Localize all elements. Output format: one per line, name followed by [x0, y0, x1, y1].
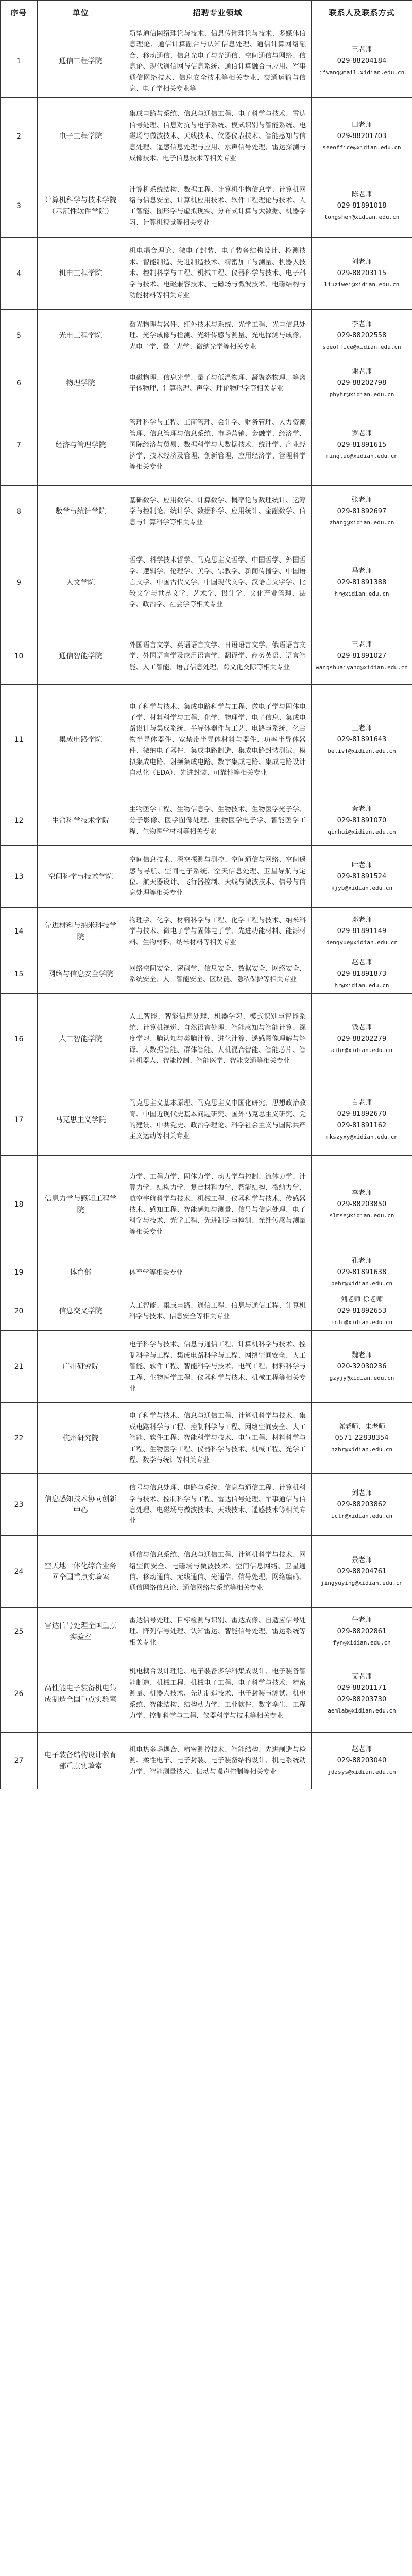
- contact-phone: 029-88202279: [337, 1035, 387, 1043]
- contact-info: [312, 1156, 412, 1253]
- contact-person: 王老师: [351, 640, 372, 649]
- unit-name: 电子工程学院: [38, 98, 124, 175]
- recruitment-field: 机电耦合理论、微电子封装、电子装备结构设计、检测技术、智能制造、先进制造技术、精密加工与测量、机器人技术、控制科学与工程、机械工程、仪器科学与技术、电子科学与技术、电磁兼容技术、电磁场与微波技术、电磁结构与功能材料等相关专业: [124, 238, 312, 310]
- contact-person: 陈老师: [351, 191, 372, 199]
- contact-person: 陈老师、朱老师: [338, 1422, 385, 1431]
- contact-info: [312, 1733, 412, 1789]
- row-number: 26: [1, 1655, 38, 1733]
- recruitment-field: 新型通信网络理论与技术、信息传输理论与技术、多媒体信息理论、通信计算融合与认知信息处理、通信计算网络融合、移动通信、信息光电子与光通信、空间通信与网络、信息论、现代通信网与信息系统、通信计算融合与应用、军事通信网络技术、信息安全技术等相关专业、交通运输与信息、电子学相关专业等: [124, 25, 312, 98]
- contact-info: [312, 98, 412, 175]
- contact-info: [312, 310, 412, 362]
- unit-name: 人文学院: [38, 537, 124, 628]
- recruitment-field: 通信与信息系统、信息与通信工程、计算机科学与技术、网络空间安全、电磁场与微波技术、空间信息网络、卫星通信、移动通信、无线通信、光通信、信号处理、网络编码、通信网络信息论、通信网络与系统等相关专业: [124, 1536, 312, 1608]
- table-row: [1, 1403, 412, 1474]
- contact-person: 王老师: [351, 724, 372, 733]
- recruitment-field: 哲学、科学技术哲学、马克思主义哲学、中国哲学、外国哲学、逻辑学、伦理学、美学、宗教学、新闻传播学、中国语言文学、中国古代文学、中国现代文学、汉语言文字学、比较文学与世界文学、艺术学、设计学、文化产业管理、法学、政治学、社会学等相关专业: [124, 537, 312, 628]
- table-row: [1, 238, 412, 310]
- recruitment-field: 雷达信号处理、目标检测与识别、雷达成像、自适应信号处理、阵列信号处理、认知雷达、智能信号处理、雷达系统等相关专业: [124, 1608, 312, 1655]
- contact-phone: 029-88203115: [337, 269, 387, 277]
- table-row: [1, 1253, 412, 1292]
- row-number: 7: [1, 404, 38, 486]
- unit-name: 空间科学与技术学院: [38, 846, 124, 908]
- contact-info: [312, 908, 412, 955]
- table-row: [1, 795, 412, 846]
- table-row: [1, 628, 412, 685]
- recruitment-field: 人工智能、集成电路、通信工程、信息与通信工程、计算机科学与技术、信息安全等相关专业: [124, 1292, 312, 1331]
- table-body: [1, 25, 412, 1789]
- contact-email[interactable]: liuziwei@xidian.edu.cn: [324, 281, 400, 288]
- row-number: 21: [1, 1331, 38, 1403]
- contact-email[interactable]: soeoffice@xidian.edu.cn: [322, 343, 401, 350]
- contact-info: [312, 1253, 412, 1292]
- unit-name: 机电工程学院: [38, 238, 124, 310]
- row-number: 10: [1, 628, 38, 685]
- recruitment-field: 生物医学工程、生物信息学、生物技术、生物医学光子学、分子影像、医学图像处理、生物医学电子学、智能医学工程、生物医学材料等相关专业: [124, 795, 312, 846]
- contact-phone: 029-81891873: [337, 970, 387, 978]
- row-number: 24: [1, 1536, 38, 1608]
- row-number: 23: [1, 1474, 38, 1536]
- unit-name: 杭州研究院: [38, 1403, 124, 1474]
- table-row: [1, 1655, 412, 1733]
- contact-person: 秦老师: [351, 805, 372, 813]
- recruitment-field: 计算机系统结构、数据工程、计算机生物信息学、计算机网络与信息安全、计算机应用技术、软件工程理论与技术、人工智能、图形学与虚拟现实、分布式计算与大数据、机器学习、计算机视觉等相关专业: [124, 175, 312, 238]
- contact-person: 钱老师: [351, 1023, 372, 1031]
- header-no: 序号: [1, 1, 38, 25]
- table-row: [1, 404, 412, 486]
- contact-person: 牛老师: [351, 1616, 372, 1624]
- unit-name: 先进材料与纳米科技学院: [38, 908, 124, 955]
- table-row: [1, 25, 412, 98]
- recruitment-field: 信号与信息处理、电路与系统、信息与通信工程、计算机科学与技术、控制科学与工程、雷达信号处理、军事通信与信息处理、电磁场与微波技术、天线技术、遥感技术等相关专业: [124, 1474, 312, 1536]
- recruitment-field: 电磁物理、信息光学、量子与低温物理、凝聚态物理、等离子体物理、计算物理、声学、理论物理学等相关专业: [124, 362, 312, 404]
- row-number: 2: [1, 98, 38, 175]
- row-number: 4: [1, 238, 38, 310]
- unit-name: 高性能电子装备机电集成制造全国重点实验室: [38, 1655, 124, 1733]
- contact-person: 魏老师: [351, 1351, 372, 1359]
- contact-email[interactable]: qinhui@xidian.edu.cn: [328, 828, 396, 835]
- contact-phone: 029-81892697: [337, 507, 387, 515]
- row-number: 3: [1, 175, 38, 238]
- contact-info: [312, 1474, 412, 1536]
- table-row: [1, 1292, 412, 1331]
- contact-phone: 029-88202861: [337, 1627, 387, 1635]
- header-field: 招聘专业领域: [124, 1, 312, 25]
- contact-email[interactable]: slmse@xidian.edu.cn: [329, 1212, 394, 1219]
- contact-phone: 029-81892653: [337, 1307, 387, 1315]
- contact-email[interactable]: zhang@xidian.edu.cn: [329, 519, 394, 526]
- recruitment-field: 网络空间安全、密码学、信息安全、数据安全、网络安全、系统安全、人工智能安全、区块链、隐私保护等相关专业: [124, 955, 312, 994]
- recruitment-field: 基础数学、应用数学、计算数学、概率论与数理统计、运筹学与控制论、统计学、数据科学、应用统计、金融数学、信息与计算科学等相关专业: [124, 486, 312, 537]
- recruitment-field: 电子科学与技术、集成电路科学与工程、微电子学与固体电子学、材料科学与工程、化学、物理学、电子信息、集成电路设计与集成系统、半导体器件与工艺、电路与系统、化合物半导体器件、宽禁带半导体材料与器件、功率半导体器件、微纳电子器件、集成电路制造、集成电路封装测试、模拟集成电路、射频集成电路、数字集成电路、集成电路设计自动化（EDA）、先进封装、可靠性等相关专业: [124, 685, 312, 795]
- row-number: 25: [1, 1608, 38, 1655]
- unit-name: 经济与管理学院: [38, 404, 124, 486]
- contact-phone: 029-81891162: [337, 1121, 387, 1129]
- row-number: 15: [1, 955, 38, 994]
- contact-email[interactable]: hr@xidian.edu.cn: [334, 982, 389, 989]
- row-number: 11: [1, 685, 38, 795]
- contact-info: [312, 537, 412, 628]
- contact-email[interactable]: aemlab@xidian.edu.cn: [328, 1707, 396, 1714]
- contact-person: 马老师: [351, 567, 372, 575]
- unit-name: 生命科学技术学院: [38, 795, 124, 846]
- contact-phone: 029-88201171: [337, 1684, 387, 1692]
- unit-name: 信息交叉学院: [38, 1292, 124, 1331]
- recruitment-field: 体育学等相关专业: [124, 1253, 312, 1292]
- contact-phone: 029-88204761: [337, 1567, 387, 1575]
- contact-info: [312, 1403, 412, 1474]
- contact-email[interactable]: jfwang@mail.xidian.edu.cn: [319, 69, 405, 76]
- contact-phone: 029-81891388: [337, 578, 387, 586]
- contact-info: [312, 175, 412, 238]
- contact-email[interactable]: hzhr@xidian.edu.cn: [331, 1446, 393, 1453]
- unit-name: 电子装备结构设计教育部重点实验室: [38, 1733, 124, 1789]
- unit-name: 人工智能学院: [38, 994, 124, 1084]
- contact-phone: 029-81891615: [337, 440, 387, 449]
- recruitment-field: 电子科学与技术、信息与通信工程、计算机科学与技术、集成电路科学与工程、控制科学与工程、网络空间安全、人工智能、软件工程、智能科学与技术、电气工程、材料科学与工程、生物医学工程、仪器科学与技术、机械工程、光学工程、数学与统计等相关专业: [124, 1403, 312, 1474]
- header-unit: 单位: [38, 1, 124, 25]
- contact-info: [312, 238, 412, 310]
- contact-person: 赵老师: [351, 1745, 372, 1753]
- contact-person: 叶老师: [351, 861, 372, 869]
- contact-email[interactable]: mingluo@xidian.edu.cn: [325, 452, 398, 460]
- contact-email[interactable]: dengyue@xidian.edu.cn: [325, 939, 398, 946]
- row-number: 6: [1, 362, 38, 404]
- contact-person: 白老师: [351, 1098, 372, 1107]
- contact-email[interactable]: pehr@xidian.edu.cn: [331, 1280, 393, 1287]
- table-row: [1, 1156, 412, 1253]
- contact-info: [312, 25, 412, 98]
- table-row: [1, 1474, 412, 1536]
- contact-phone: 029-88203730: [337, 1695, 387, 1703]
- recruitment-field: 空间信息技术、深空探测与测控、空间通信与网络、空间遥感与导航、空间电子系统、空天信息处理、卫星导航与定位、航天器设计、飞行器控制、天线与微波技术、信号与信息处理等相关专业: [124, 846, 312, 908]
- unit-name: 物理学院: [38, 362, 124, 404]
- contact-phone: 029-81891070: [337, 816, 387, 824]
- contact-email[interactable]: gzyjy@xidian.edu.cn: [329, 1374, 394, 1381]
- unit-name: 通信工程学院: [38, 25, 124, 98]
- contact-info: [312, 685, 412, 795]
- contact-phone: 029-88203862: [337, 1500, 387, 1509]
- contact-info: [312, 795, 412, 846]
- contact-person: 田老师: [351, 121, 372, 129]
- contact-phone: 029-81891524: [337, 872, 387, 880]
- contact-person: 罗老师: [351, 429, 372, 437]
- table-row: [1, 486, 412, 537]
- row-number: 12: [1, 795, 38, 846]
- contact-phone: 029-81891638: [337, 1268, 387, 1277]
- contact-phone: 029-88203850: [337, 1200, 387, 1208]
- contact-phone: 029-88204184: [337, 57, 387, 65]
- row-number: 27: [1, 1733, 38, 1789]
- contact-info: [312, 628, 412, 685]
- contact-info: [312, 955, 412, 994]
- contact-email[interactable]: ictr@xidian.edu.cn: [331, 1512, 393, 1519]
- contact-person: 李老师: [351, 320, 372, 328]
- table-header-row: [1, 1, 412, 25]
- contact-email[interactable]: jdzsys@xidian.edu.cn: [328, 1768, 396, 1775]
- recruitment-field: 管理科学与工程、工商管理、会计学、财务管理、人力资源管理、信息管理与信息系统、市场营销、金融学、经济学、国际经济与贸易、数据科学与大数据技术、统计学、产业经济学、技术经济及管理、创新管理、应用经济学、管理科学等相关专业: [124, 404, 312, 486]
- contact-phone: 0571-22838354: [335, 1434, 389, 1442]
- recruitment-field: 外国语言文学、英语语言文学、日语语言文学、俄语语言文学、外国语言学及应用语言学、翻译学、商务英语、语言智能、人工智能、语言信息处理、跨文化交际等相关专业: [124, 628, 312, 685]
- contact-email[interactable]: jingyuying@xidian.edu.cn: [321, 1579, 403, 1586]
- unit-name: 信息感知技术协同创新中心: [38, 1474, 124, 1536]
- table-row: [1, 1608, 412, 1655]
- contact-info: [312, 1655, 412, 1733]
- contact-person: 刘老师: [351, 1489, 372, 1497]
- unit-name: 集成电路学院: [38, 685, 124, 795]
- contact-info: [312, 1608, 412, 1655]
- contact-phone: 029-88202558: [337, 331, 387, 340]
- table-row: [1, 846, 412, 908]
- table-row: [1, 1733, 412, 1789]
- unit-name: 通信智能学院: [38, 628, 124, 685]
- row-number: 9: [1, 537, 38, 628]
- contact-email[interactable]: longshen@xidian.edu.cn: [324, 214, 400, 221]
- contact-email[interactable]: seeoffice@xidian.edu.cn: [322, 144, 401, 151]
- contact-person: 谢老师: [351, 367, 372, 376]
- unit-name: 雷达信号处理全国重点实验室: [38, 1608, 124, 1655]
- contact-phone: 029-88201703: [337, 132, 387, 140]
- contact-email[interactable]: phyhr@xidian.edu.cn: [329, 391, 394, 398]
- table-row: [1, 1536, 412, 1608]
- unit-name: 数学与统计学院: [38, 486, 124, 537]
- contact-info: [312, 404, 412, 486]
- contact-email[interactable]: mkszyxy@xidian.edu.cn: [325, 1133, 398, 1140]
- table-row: [1, 98, 412, 175]
- contact-info: [312, 362, 412, 404]
- table-row: [1, 362, 412, 404]
- row-number: 20: [1, 1292, 38, 1331]
- header-contact: 联系人及联系方式: [312, 1, 412, 25]
- row-number: 1: [1, 25, 38, 98]
- table-row: [1, 994, 412, 1084]
- contact-phone: 029-88203040: [337, 1756, 387, 1765]
- contact-phone: 029-81891149: [337, 927, 387, 935]
- recruitment-field: 机电热多场耦合、精密测控技术、智能结构、先进制造与检测、柔性电子、电子封装、电子装备结构设计、机电系统动力学、智能测量技术、振动与噪声控制等相关专业: [124, 1733, 312, 1789]
- recruitment-field: 力学、工程力学、固体力学、动力学与控制、流体力学、计算力学、结构力学、复合材料力学、智能结构、微纳力学、航空宇航科学与技术、机械工程、仪器科学与技术、传感器技术、感知工程、智能感知与测量、信号与信息处理、电子科学与技术、光学工程、先进制造与检测、光纤传感与测量等相关专业: [124, 1156, 312, 1253]
- contact-person: 刘老师 徐老师: [340, 1296, 383, 1304]
- unit-name: 马克思主义学院: [38, 1084, 124, 1156]
- table-row: [1, 1331, 412, 1403]
- unit-name: 体育部: [38, 1253, 124, 1292]
- contact-person: 艾老师: [351, 1672, 372, 1681]
- contact-email[interactable]: wangshuaiyang@xidian.edu.cn: [316, 664, 408, 671]
- unit-name: 广州研究院: [38, 1331, 124, 1403]
- contact-info: [312, 846, 412, 908]
- contact-person: 王老师: [351, 46, 372, 54]
- contact-person: 刘老师: [351, 258, 372, 266]
- table-row: [1, 310, 412, 362]
- contact-phone: 029-81891643: [337, 736, 387, 744]
- recruitment-field: 物理学、化学、材料科学与工程、化学工程与技术、纳米科学与技术、微电子学与固体电子学、先进功能材料、能源材料、生物材料、纳米材料等相关专业: [124, 908, 312, 955]
- row-number: 16: [1, 994, 38, 1084]
- row-number: 8: [1, 486, 38, 537]
- table-row: [1, 908, 412, 955]
- contact-info: [312, 1331, 412, 1403]
- table-row: [1, 955, 412, 994]
- recruitment-field: 马克思主义基本原理、马克思主义中国化研究、思想政治教育、中国近现代史基本问题研究、国外马克思主义研究、党的建设、中共党史、政治学理论、科学社会主义与国际共产主义运动等相关专业: [124, 1084, 312, 1156]
- contact-phone: 029-88202798: [337, 379, 387, 387]
- contact-phone: 029-81891027: [337, 652, 387, 660]
- row-number: 22: [1, 1403, 38, 1474]
- contact-phone: 029-81891018: [337, 202, 387, 210]
- contact-info: [312, 1084, 412, 1156]
- contact-email[interactable]: info@xidian.edu.cn: [331, 1319, 393, 1326]
- recruitment-field: 电子科学与技术、信息与通信工程、计算机科学与技术、控制科学与工程、集成电路科学与工程、网络空间安全、人工智能、软件工程、智能科学与技术、电气工程、材料科学与工程、生物医学工程、仪器科学与技术、机械工程等相关专业: [124, 1331, 312, 1403]
- contact-person: 张老师: [351, 496, 372, 504]
- row-number: 14: [1, 908, 38, 955]
- row-number: 13: [1, 846, 38, 908]
- recruitment-field: 集成电路与系统、信息与通信工程、电子科学与技术、雷达信号处理、信息对抗与电子系统、模式识别与智能系统、电磁场与微波技术、天线技术、仪器仪表技术、智能感知与信息处理、遥感信息处理与应用、水声信号处理、雷达探测与成像技术、电子信息技术等相关专业: [124, 98, 312, 175]
- contact-email[interactable]: kjyb@xidian.edu.cn: [331, 884, 393, 891]
- contact-person: 景老师: [351, 1556, 372, 1564]
- recruitment-field: 激光物理与器件、红外技术与系统、光学工程、光电信息处理、光学成像与检测、光纤传感与测量、光电探测与成像、光电子学、量子光学、微纳光学等相关专业: [124, 310, 312, 362]
- unit-name: 光电工程学院: [38, 310, 124, 362]
- row-number: 19: [1, 1253, 38, 1292]
- recruitment-field: 人工智能、智能信息处理、机器学习、模式识别与智能系统、计算机视觉、自然语言处理、智能感知与智能计算、深度学习、脑认知与类脑计算、进化计算、遥感图像理解与解译、大数据智能、群体智能、人机混合智能、智能芯片、智能机器人、智能控制、智能医学、智能交通等相关专业: [124, 994, 312, 1084]
- contact-email[interactable]: belivf@xidian.edu.cn: [328, 748, 396, 755]
- contact-email[interactable]: hr@xidian.edu.cn: [334, 590, 389, 597]
- row-number: 18: [1, 1156, 38, 1253]
- unit-name: 网络与信息安全学院: [38, 955, 124, 994]
- contact-info: [312, 1292, 412, 1331]
- contact-phone: 020-32030236: [337, 1362, 387, 1370]
- table-row: [1, 685, 412, 795]
- row-number: 17: [1, 1084, 38, 1156]
- contact-person: 邓老师: [351, 916, 372, 924]
- row-number: 5: [1, 310, 38, 362]
- contact-person: 李老师: [351, 1189, 372, 1197]
- contact-info: [312, 486, 412, 537]
- unit-name: 信息力学与感知工程学院: [38, 1156, 124, 1253]
- unit-name: 空天地一体化综合业务网全国重点实验室: [38, 1536, 124, 1608]
- unit-name: 计算机科学与技术学院（示范性软件学院）: [38, 175, 124, 238]
- table-row: [1, 175, 412, 238]
- contact-info: [312, 994, 412, 1084]
- contact-person: 孔老师: [351, 1257, 372, 1265]
- contact-phone: 029-81892670: [337, 1110, 387, 1118]
- recruitment-field: 机电耦合设计理论、电子装备多学科集成设计、电子装备智能制造、机械工程、机械电子工程、电子科学与技术、精密测量、机器人技术、先进制造技术、电子封装与测试、机电系统、智能结构、结构动力学、工业软件、数字孪生、工程力学、控制科学与工程、仪器科学与技术等相关专业: [124, 1655, 312, 1733]
- contact-email[interactable]: aihr@xidian.edu.cn: [331, 1046, 393, 1054]
- contact-email[interactable]: fyn@xidian.edu.cn: [333, 1639, 391, 1646]
- contact-info: [312, 1536, 412, 1608]
- table-row: [1, 537, 412, 628]
- contact-person: 赵老师: [351, 959, 372, 967]
- table-row: [1, 1084, 412, 1156]
